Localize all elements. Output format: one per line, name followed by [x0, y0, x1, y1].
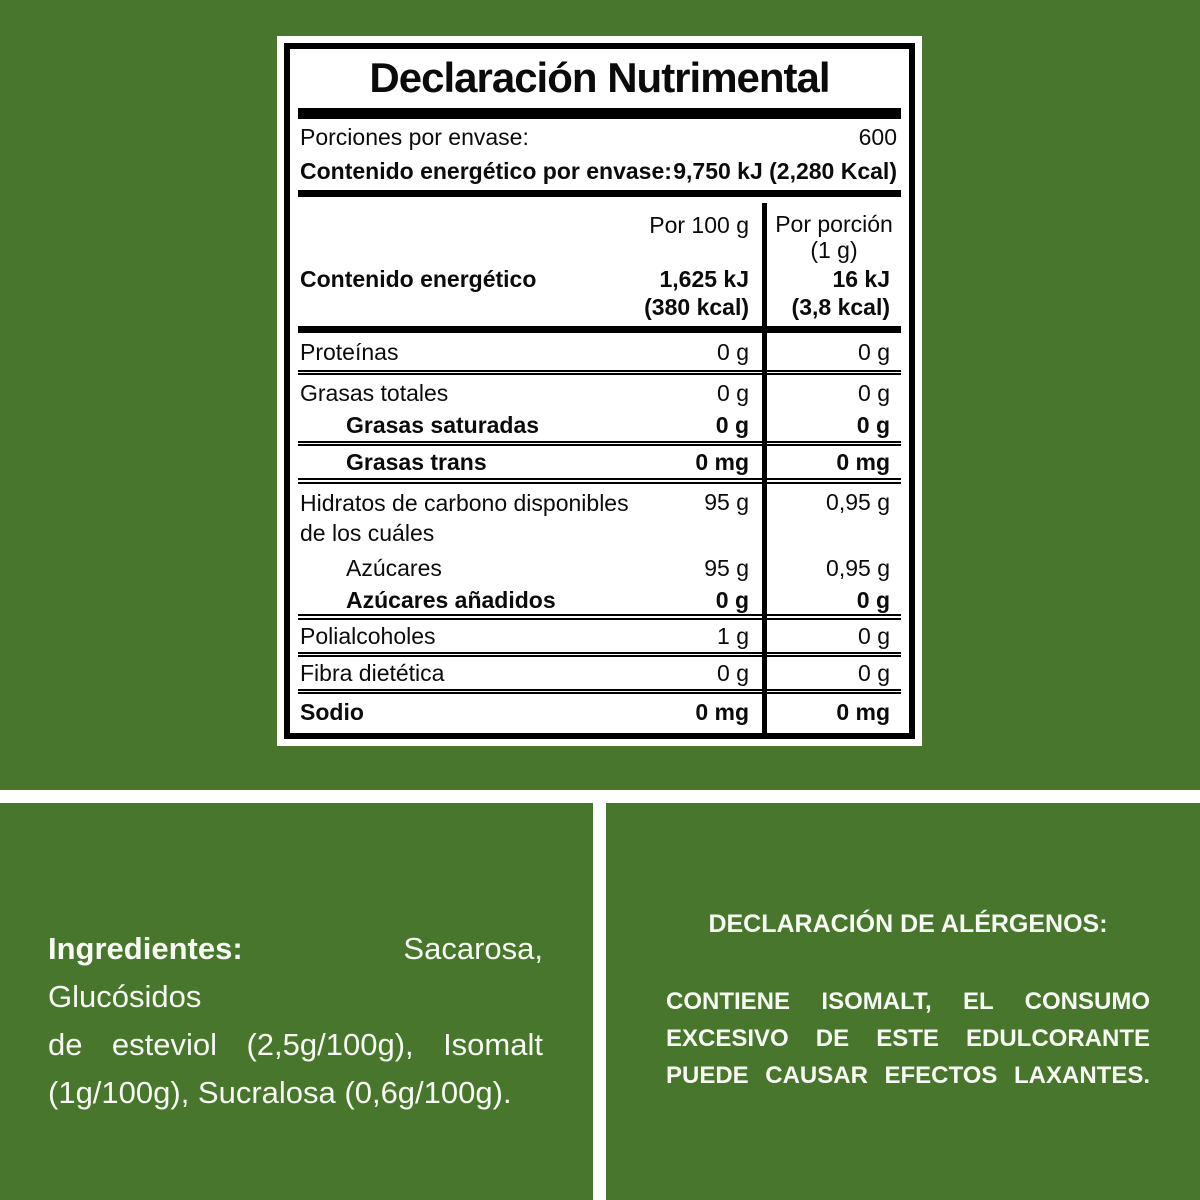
value-per-100g: 0 mg — [695, 449, 749, 475]
nutrition-row — [298, 484, 901, 548]
row-label: Contenido energético — [300, 266, 537, 292]
row-label: Azúcares — [346, 555, 442, 581]
value-per-portion: 0 g — [858, 380, 890, 406]
value-per-100g: 1,625 kJ (380 kcal) — [644, 266, 749, 320]
servings-label: Porciones por envase: — [300, 124, 529, 150]
value-per-100g: 0 g — [715, 412, 749, 438]
value-per-portion: 16 kJ (3,8 kcal) — [791, 266, 890, 320]
value-per-100g: 0 g — [717, 380, 749, 406]
energy-per-pack-row — [298, 151, 901, 185]
energy-per-pack-value: 9,750 kJ (2,280 Kcal) — [673, 158, 897, 184]
row-label: Polialcoholes — [300, 623, 436, 649]
energy-row — [298, 265, 901, 321]
value-per-portion: 0 g — [858, 660, 890, 686]
nutrition-row — [298, 409, 901, 441]
nutrition-title: Declaración Nutrimental — [369, 54, 830, 101]
allergens-panel — [606, 803, 1200, 1200]
ingredients-line-2: de esteviol (2,5g/100g), Isomalt — [48, 1027, 543, 1062]
row-label: Proteínas — [300, 339, 399, 365]
nutrition-row — [298, 554, 901, 584]
separator-bar-nutrients — [298, 326, 901, 333]
servings-row — [298, 119, 901, 151]
nutrition-row — [298, 375, 901, 409]
column-header-row — [298, 211, 901, 263]
value-per-100g: 0 g — [715, 587, 749, 613]
allergens-line-3: PUEDE CAUSAR EFECTOS LAXANTES. — [666, 1062, 1150, 1089]
nutrition-row — [298, 620, 901, 652]
value-per-100g: 0 g — [717, 339, 749, 365]
nutrition-row — [298, 333, 901, 370]
value-per-100g: 1 g — [717, 623, 749, 649]
separator-bar-header — [298, 190, 901, 197]
row-label: Azúcares añadidos — [346, 587, 556, 613]
value-per-100g: 0 g — [717, 660, 749, 686]
allergens-line-2: EXCESIVO DE ESTE EDULCORANTE — [666, 1025, 1150, 1052]
nutrition-table — [298, 203, 901, 733]
nutrition-panel — [277, 36, 922, 746]
nutrition-row — [298, 657, 901, 689]
row-label: Grasas saturadas — [346, 412, 540, 438]
ingredients-label: Ingredientes: — [48, 931, 243, 966]
bottom-section — [0, 790, 1200, 1200]
allergens-line-1: CONTIENE ISOMALT, EL CONSUMO — [666, 988, 1150, 1015]
servings-value: 600 — [858, 124, 897, 150]
value-per-portion: 0 g — [858, 339, 890, 365]
col1-header: Por 100 g — [649, 212, 749, 238]
value-per-portion: 0 mg — [836, 699, 890, 725]
nutrition-row — [298, 694, 901, 726]
nutrition-row — [298, 584, 901, 614]
value-per-portion: 0,95 g — [826, 489, 890, 515]
value-per-100g: 0 mg — [695, 699, 749, 725]
allergens-title: DECLARACIÓN DE ALÉRGENOS: — [708, 910, 1108, 938]
separator-bar-title — [298, 108, 901, 119]
value-per-portion: 0 g — [858, 623, 890, 649]
nutrition-panel-border — [284, 43, 915, 739]
ingredients-line-1: Ingredientes: Sacarosa, Glucósidos — [48, 931, 543, 1014]
col2-header: Por porción (1 g) — [775, 211, 893, 263]
row-label: Grasas totales — [300, 380, 449, 406]
nutrition-row — [298, 446, 901, 478]
energy-per-pack-label: Contenido energético por envase: — [300, 158, 672, 184]
row-label: Fibra dietética — [300, 660, 445, 686]
row-label: Hidratos de carbono disponibles de los cuáles — [300, 490, 629, 546]
value-per-portion: 0,95 g — [826, 555, 890, 581]
value-per-100g: 95 g — [704, 555, 749, 581]
ingredients-panel — [0, 803, 593, 1200]
allergens-body — [666, 983, 1150, 1094]
row-label: Sodio — [300, 699, 364, 725]
value-per-portion: 0 g — [856, 587, 890, 613]
row-label: Grasas trans — [346, 449, 487, 475]
value-per-portion: 0 g — [856, 412, 890, 438]
column-divider — [762, 203, 767, 733]
value-per-100g: 95 g — [704, 489, 749, 515]
value-per-portion: 0 mg — [836, 449, 890, 475]
ingredients-line-3: (1g/100g), Sucralosa (0,6g/100g). — [48, 1075, 512, 1110]
